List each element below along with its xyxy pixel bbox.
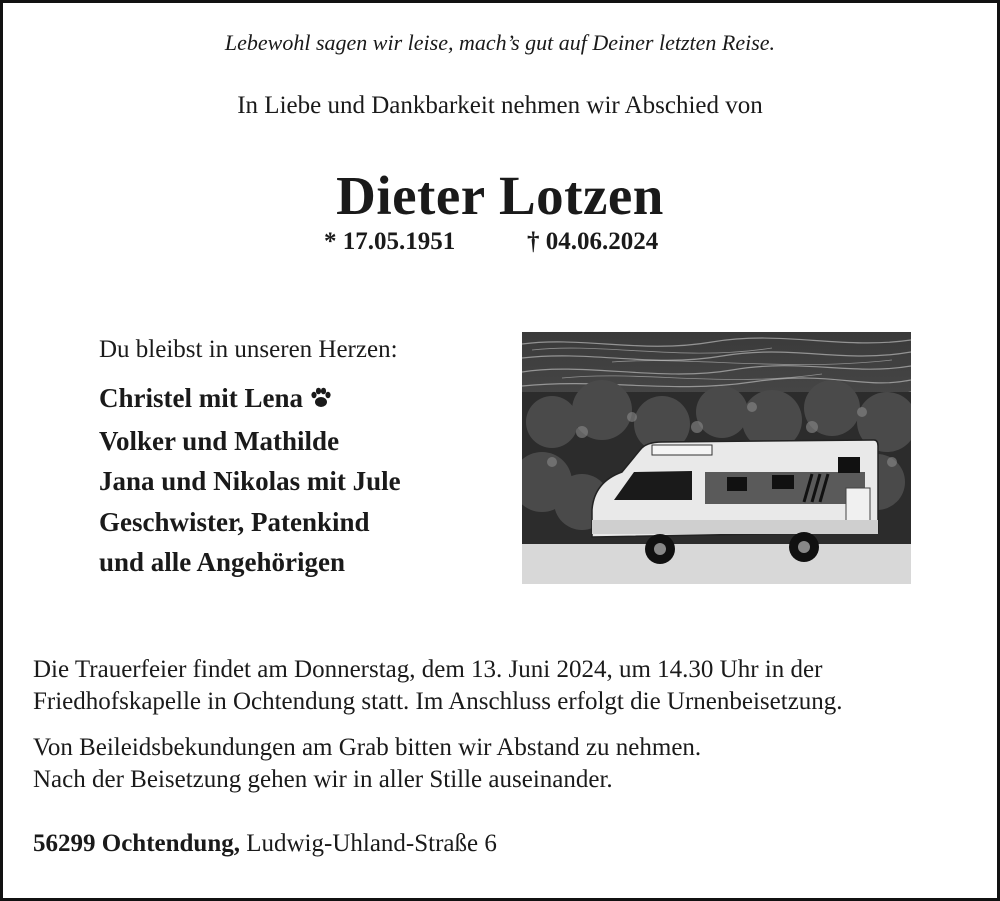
service-paragraph [33,654,843,718]
condolence-paragraph [33,732,701,796]
birth-date: * 17.05.1951 [324,228,456,255]
paragraph-line: Von Beileidsbekundungen am Grab bitten wir Abstand zu nehmen. [33,734,702,761]
paragraph-line: Die Trauerfeier findet am Donnerstag, dem 13. Juni 2024, um 14.30 Uhr in der [33,656,823,683]
paw-print-icon [309,380,333,421]
deceased-name: Dieter Lotzen [336,165,664,226]
address-city: 56299 Ochtendung, [33,830,240,857]
mourner-line: und alle Angehörigen [99,547,346,577]
mourner-line: Jana und Nikolas mit Jule [99,466,401,496]
mourner-line: Volker und Mathilde [99,425,340,456]
address [33,830,497,858]
mourner-line: Christel mit Lena [99,378,401,421]
death-date: † 04.06.2024 [527,228,659,255]
mourners-list [99,378,401,583]
mourner-line: Geschwister, Patenkind [99,506,370,537]
heart-line: Du bleibst in unseren Herzen: [99,336,398,363]
intro-line: In Liebe und Dankbarkeit nehmen wir Abschied von [237,92,763,119]
paragraph-line: Nach der Beisetzung gehen wir in aller Stille auseinander. [33,766,613,793]
address-street: Ludwig-Uhland-Straße 6 [246,830,497,857]
motorhome-photo [522,332,911,584]
paragraph-line: Friedhofskapelle in Ochtendung statt. Im Anschluss erfolgt die Urnenbeisetzung. [33,688,843,715]
motto: Lebewohl sagen wir leise, mach’s gut auf Deiner letzten Reise. [224,30,776,55]
